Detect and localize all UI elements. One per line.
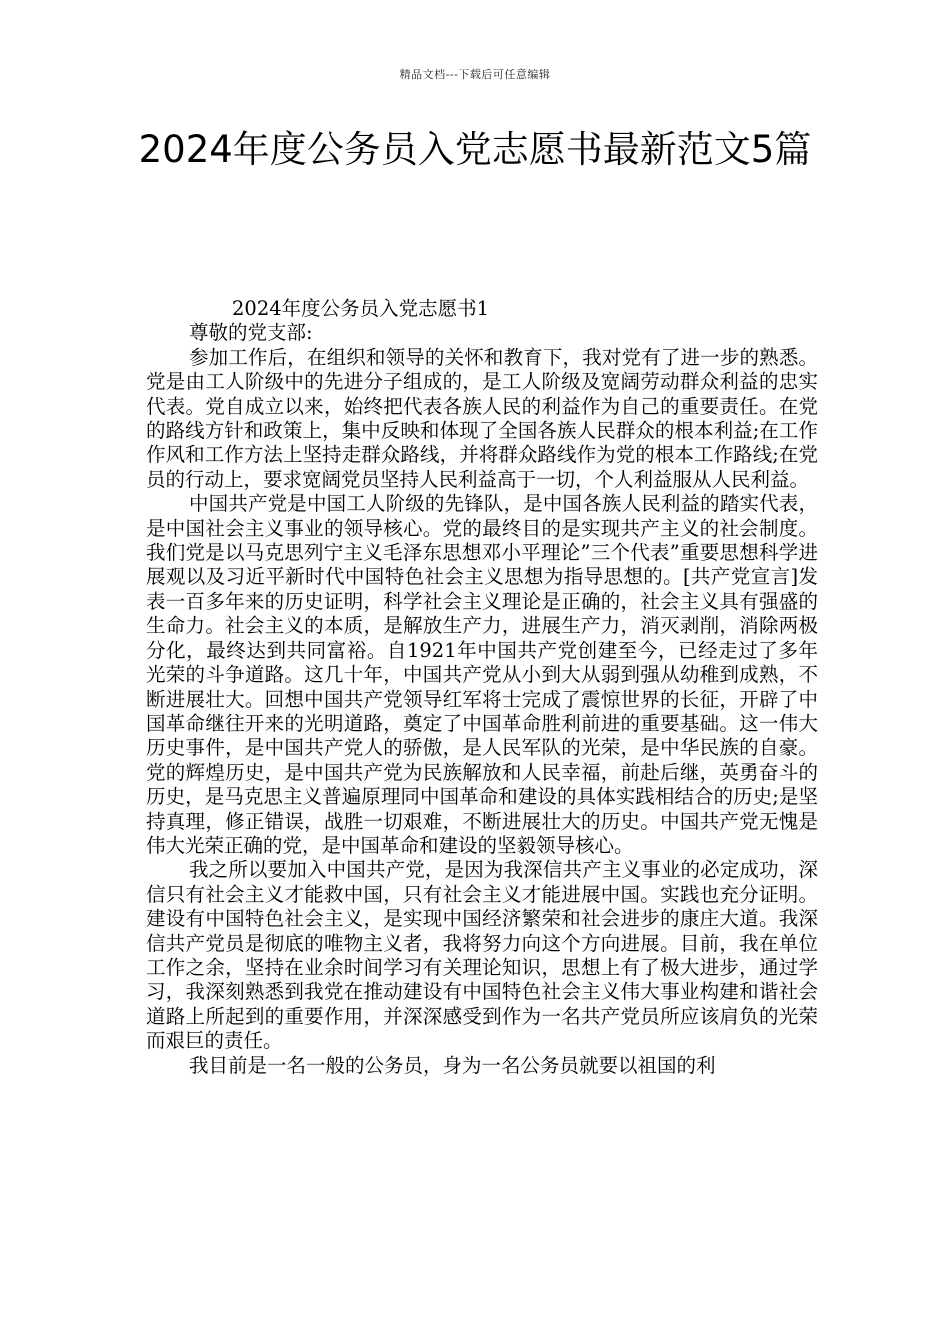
header-note: 精品文档---下载后可任意编辑 xyxy=(399,68,551,81)
document-body xyxy=(146,297,818,1078)
section-subtitle: 2024年度公务员入党志愿书1 xyxy=(232,297,490,320)
paragraph-2: 中国共产党是中国工人阶级的先锋队，是中国各族人民利益的踏实代表，是中国社会主义事业的领导核心。党的最终目的是实现共产主义的社会制度。我们党是以马克思列宁主义毛泽东思想邓小平理论”三个代表”重要思想科学进展观以及习近平新时代中国特色社会主义思想为指导思想的。[共产党宣言]发表一百多年来的历史证明，科学社会主义理论是正确的，社会主义具有强盛的生命力。社会主义的本质，是解放生产力，进展生产力，消灭剥削，消除两极分化，最终达到共同富裕。自1921年中国共产党创建至今，已经走过了多年光荣的斗争道路。这几十年，中国共产党从小到大从弱到强从幼稚到成熟，不断进展壮大。回想中国共产党领导红军将士完成了震惊世界的长征，开辟了中国革命继往开来的光明道路，奠定了中国革命胜利前进的重要基础。这一伟大历史事件，是中国共产党人的骄傲，是人民军队的光荣，是中华民族的自豪。党的辉煌历史，是中国共产党为民族解放和人民幸福，前赴后继，英勇奋斗的历史，是马克思主义普遍原理同中国革命和建设的具体实践相结合的历史;是坚持真理，修正错误，战胜一切艰难，不断进展壮大的历史。中国共产党无愧是伟大光荣正确的党，是中国革命和建设的坚毅领导核心。 xyxy=(146,492,818,857)
paragraph-3: 我之所以要加入中国共产党，是因为我深信共产主义事业的必定成功，深信只有社会主义才能救中国，只有社会主义才能进展中国。实践也充分证明。建设有中国特色社会主义，是实现中国经济繁荣和社会进步的康庄大道。我深信共产党员是彻底的唯物主义者，我将努力向这个方向进展。目前，我在单位工作之余，坚持在业余时间学习有关理论知识，思想上有了极大进步，通过学习，我深刻熟悉到我党在推动建设有中国特色社会主义伟大事业构建和谐社会道路上所起到的重要作用，并深深感受到作为一名共产党员所应该肩负的光荣而艰巨的责任。 xyxy=(146,858,818,1053)
paragraph-1: 参加工作后，在组织和领导的关怀和教育下，我对党有了进一步的熟悉。党是由工人阶级中的先进分子组成的，是工人阶级及宽阔劳动群众利益的忠实代表。党自成立以来，始终把代表各族人民的利益作为自己的重要责任。在党的路线方针和政策上，集中反映和体现了全国各族人民群众的根本利益;在工作作风和工作方法上坚持走群众路线，并将群众路线作为党的根本工作路线;在党员的行动上，要求宽阔党员坚持人民利益高于一切，个人利益服从人民利益。 xyxy=(146,345,818,491)
salutation: 尊敬的党支部: xyxy=(189,321,313,345)
paragraph-4: 我目前是一名一般的公务员，身为一名公务员就要以祖国的利 xyxy=(189,1053,716,1077)
document-title: 2024年度公务员入党志愿书最新范文5篇 xyxy=(138,128,812,171)
